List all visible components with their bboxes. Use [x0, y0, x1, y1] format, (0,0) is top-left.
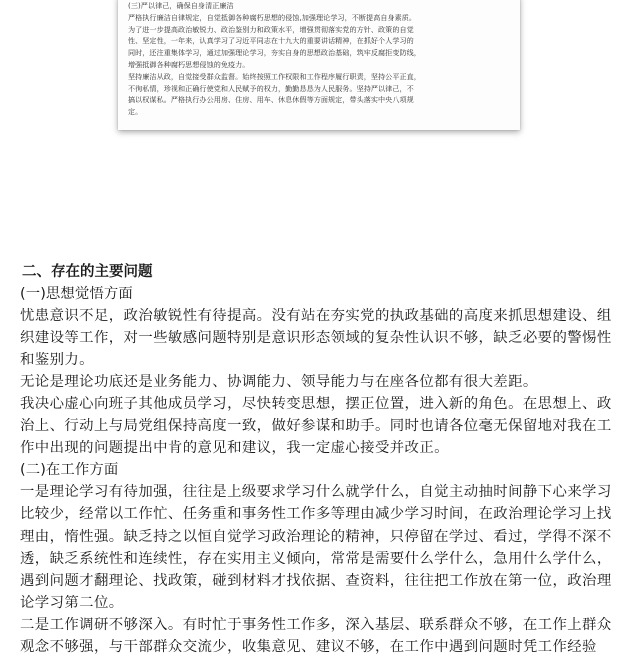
embedded-page-text — [128, 0, 510, 118]
paragraph-line: 透，缺乏系统性和连续性，存在实用主义倾向，常常是需要什么学什么，急用什么学什么， — [20, 550, 612, 567]
paragraph-line: 遇到问题才翻理论、找政策，碰到材料才找依据、查资料，往往把工作放在第一位，政治理 — [20, 572, 612, 589]
embedded-page-line: (三)严以律己，确保自身清正廉洁 — [128, 1, 234, 10]
paragraph-line: 和鉴别力。 — [20, 352, 94, 369]
paragraph-line: 二是工作调研不够深入。有时忙于事务性工作多，深入基层、联系群众不够，在工作上群众 — [20, 616, 612, 633]
subsection-heading: (二)在工作方面 — [20, 462, 119, 479]
paragraph-line: 忧患意识不足，政治敏锐性有待提高。没有站在夯实党的执政基础的高度来抓思想建设、组 — [20, 308, 612, 325]
paragraph-line: 治上、行动上与局党组保持高度一致，做好参谋和助手。同时也请各位毫无保留地对我在工 — [20, 418, 612, 435]
embedded-page-line: 同时，还注重集体学习，通过加强理论学习，夯实自身的思想政治基础，筑牢反腐拒变防线， — [128, 48, 421, 58]
paragraph-line: 观念不够强，与干部群众交流少，收集意见、建议不够，在工作中遇到问题时凭工作经验 — [20, 638, 597, 655]
paragraph-line: 一是理论学习有待加强，往往是上级要求学习什么就学什么，自觉主动抽时间静下心来学习 — [20, 484, 612, 501]
document-body — [20, 261, 624, 658]
paragraph-line: 无论是理论功底还是业务能力、协调能力、领导能力与在座各位都有很大差距。 — [20, 374, 538, 391]
embedded-page-line: 坚持廉洁从政，自觉接受群众监督。始终按照工作权限和工作程序履行职责，坚持公平正直， — [128, 71, 421, 81]
section-heading: 二、存在的主要问题 — [22, 264, 153, 280]
embedded-page-line: 搞以权谋私。严格执行办公用房、住房、用车、休息休假等方面规定，带头落实中央八项规 — [128, 95, 414, 105]
embedded-page-line: 性、坚定性，一年来，认真学习了习近平同志在十九大的重要讲话精神，在抓好个人学习的 — [128, 36, 414, 46]
paragraph-line: 比较少，经常以工作忙、任务重和事务性工作多等理由减少学习时间，在政治理论学习上找 — [20, 506, 612, 523]
paragraph-line: 论学习第二位。 — [20, 594, 124, 611]
embedded-page-line: 增强抵御各种腐朽思想侵蚀的免疫力。 — [128, 59, 250, 69]
subsection-heading: (一)思想觉悟方面 — [20, 286, 133, 302]
embedded-page-line: 不徇私情，珍视和正确行使党和人民赋予的权力，勤勤恳恳为人民服务。坚持严以律己，不 — [128, 83, 414, 93]
embedded-page-line: 定。 — [128, 107, 143, 117]
embedded-page-line: 为了进一步提高政治敏锐力、政治鉴别力和政策水平，增强贯彻落实党的方针、政策的自觉 — [128, 24, 414, 34]
embedded-document-page — [118, 0, 520, 130]
paragraph-line: 织建设等工作，对一些敏感问题特别是意识形态领域的复杂性认识不够，缺乏必要的警惕性 — [20, 330, 612, 347]
paragraph-line: 我决心虚心向班子其他成员学习，尽快转变思想，摆正位置，进入新的角色。在思想上、政 — [20, 396, 612, 413]
embedded-page-line: 严格执行廉洁自律规定，自觉抵御各种腐朽思想的侵蚀,加强理论学习，不断提高自身素质。 — [128, 12, 417, 22]
paragraph-line: 作中出现的问题提出中肯的意见和建议，我一定虚心接受并改正。 — [20, 440, 449, 457]
paragraph-line: 理由，惰性强。缺乏持之以恒自觉学习政治理论的精神，只停留在学过、看过，学得不深不 — [20, 528, 612, 545]
